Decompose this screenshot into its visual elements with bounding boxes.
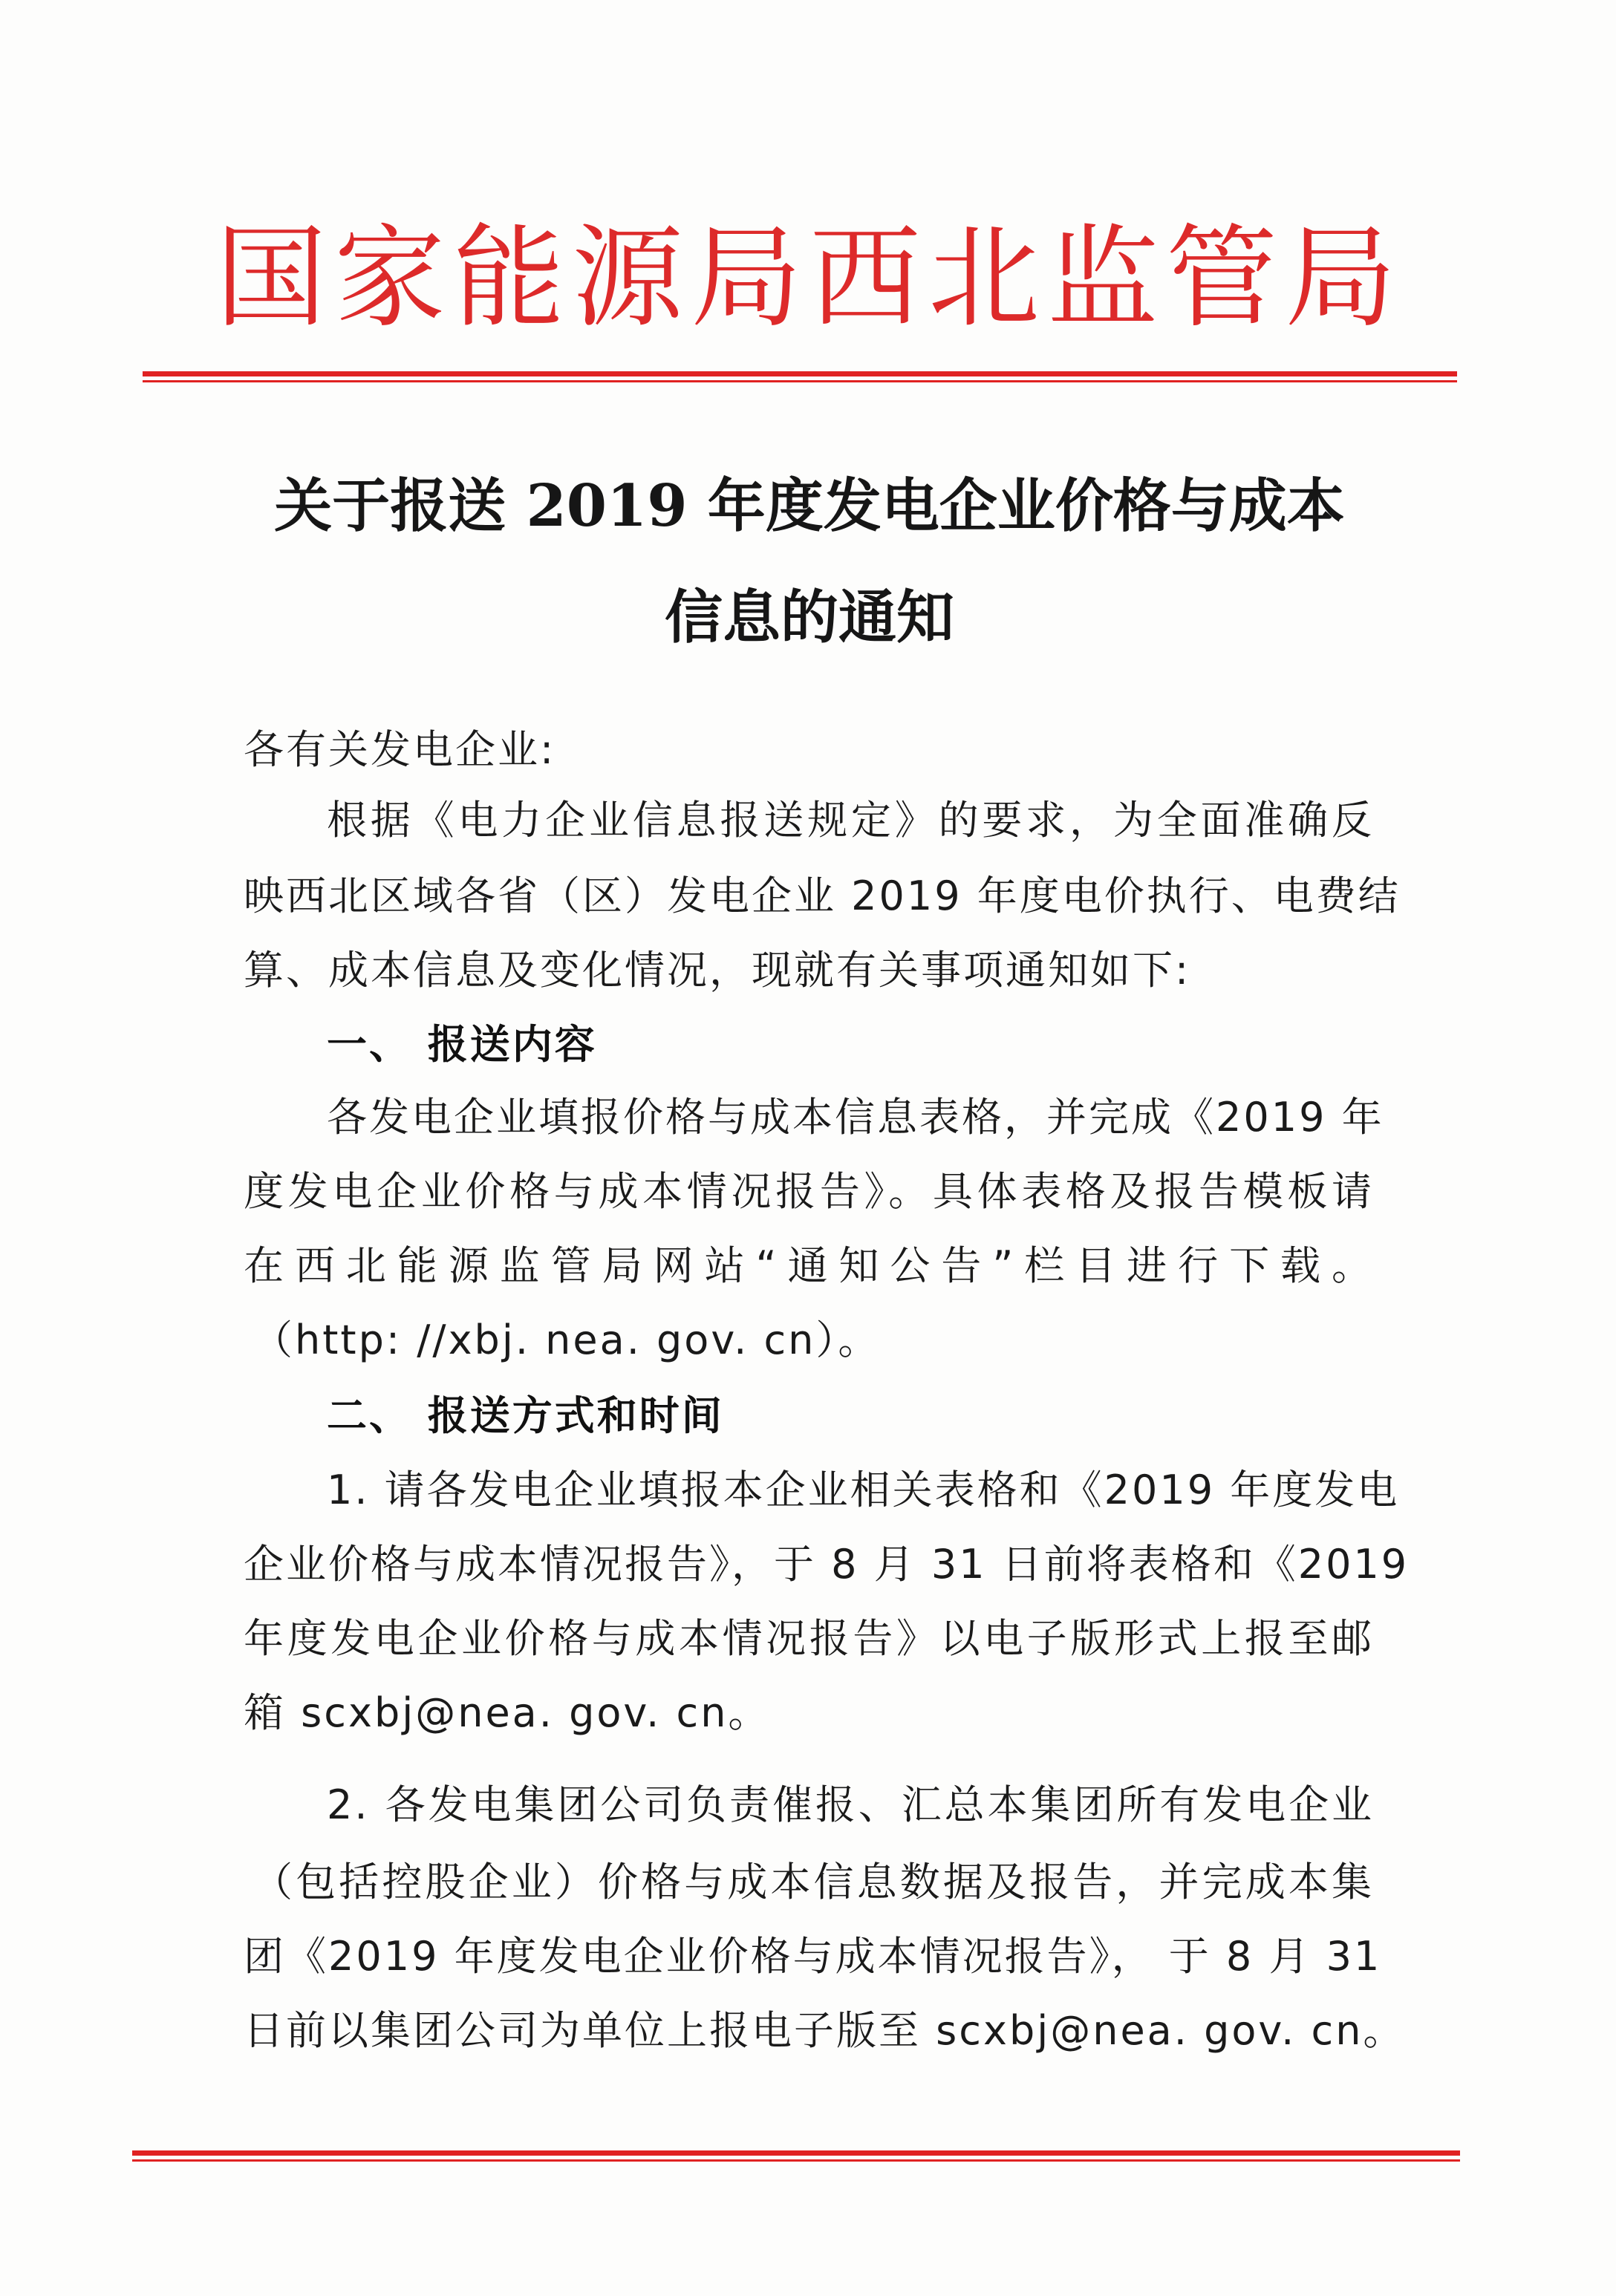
section-1-heading: 一、 报送内容	[327, 1021, 597, 1068]
section-1-line-1: 各发电企业填报价格与成本信息表格，并完成《2019 年	[327, 1094, 1384, 1141]
section-1-line-4: （http: //xbj. nea. gov. cn）。	[252, 1317, 881, 1363]
section-1-line-2: 度发电企业价格与成本情况报告》。具体表格及报告模板请	[244, 1168, 1374, 1215]
document-title-line-2: 信息的通知	[664, 584, 954, 651]
masthead-divider	[143, 371, 1457, 385]
section-2-heading: 二、 报送方式和时间	[327, 1392, 724, 1439]
section-2-item-1-line-4: 箱 scxbj@nea. gov. cn。	[244, 1689, 771, 1736]
document-title-line-1: 关于报送 2019 年度发电企业价格与成本	[274, 472, 1345, 540]
footer-divider-thin-line	[132, 2159, 1460, 2162]
intro-line-2: 映西北区域各省（区）发电企业 2019 年度电价执行、电费结	[244, 873, 1401, 919]
footer-divider	[132, 2150, 1460, 2164]
intro-line-1: 根据《电力企业信息报送规定》的要求，为全面准确反	[327, 797, 1374, 844]
section-2-item-1-line-2: 企业价格与成本情况报告》，于 8 月 31 日前将表格和《2019	[244, 1541, 1410, 1588]
section-2-item-1-line-3: 年度发电企业价格与成本情况报告》以电子版形式上报至邮	[244, 1615, 1374, 1662]
section-2-item-2-line-2: （包括控股企业）价格与成本信息数据及报告，并完成本集	[252, 1859, 1374, 1905]
salutation: 各有关发电企业:	[244, 726, 556, 773]
section-2-item-2-line-3: 团《2019 年度发电企业价格与成本情况报告》， 于 8 月 31	[244, 1933, 1382, 1980]
intro-line-3: 算、成本信息及变化情况，现就有关事项通知如下:	[244, 947, 1191, 994]
divider-thick-line	[143, 371, 1457, 376]
divider-thin-line	[143, 380, 1457, 382]
section-2-item-1-line-1: 1. 请各发电企业填报本企业相关表格和《2019 年度发电	[327, 1467, 1400, 1513]
section-1-line-3: 在西北能源监管局网站“通知公告”栏目进行下载。	[244, 1242, 1374, 1289]
masthead-org-name: 国家能源局西北监管局	[215, 214, 1404, 343]
section-2-item-2-line-1: 2. 各发电集团公司负责催报、汇总本集团所有发电企业	[327, 1781, 1374, 1828]
footer-divider-thick-line	[132, 2150, 1460, 2156]
section-2-item-2-line-4: 日前以集团公司为单位上报电子版至 scxbj@nea. gov. cn。	[244, 2007, 1406, 2054]
